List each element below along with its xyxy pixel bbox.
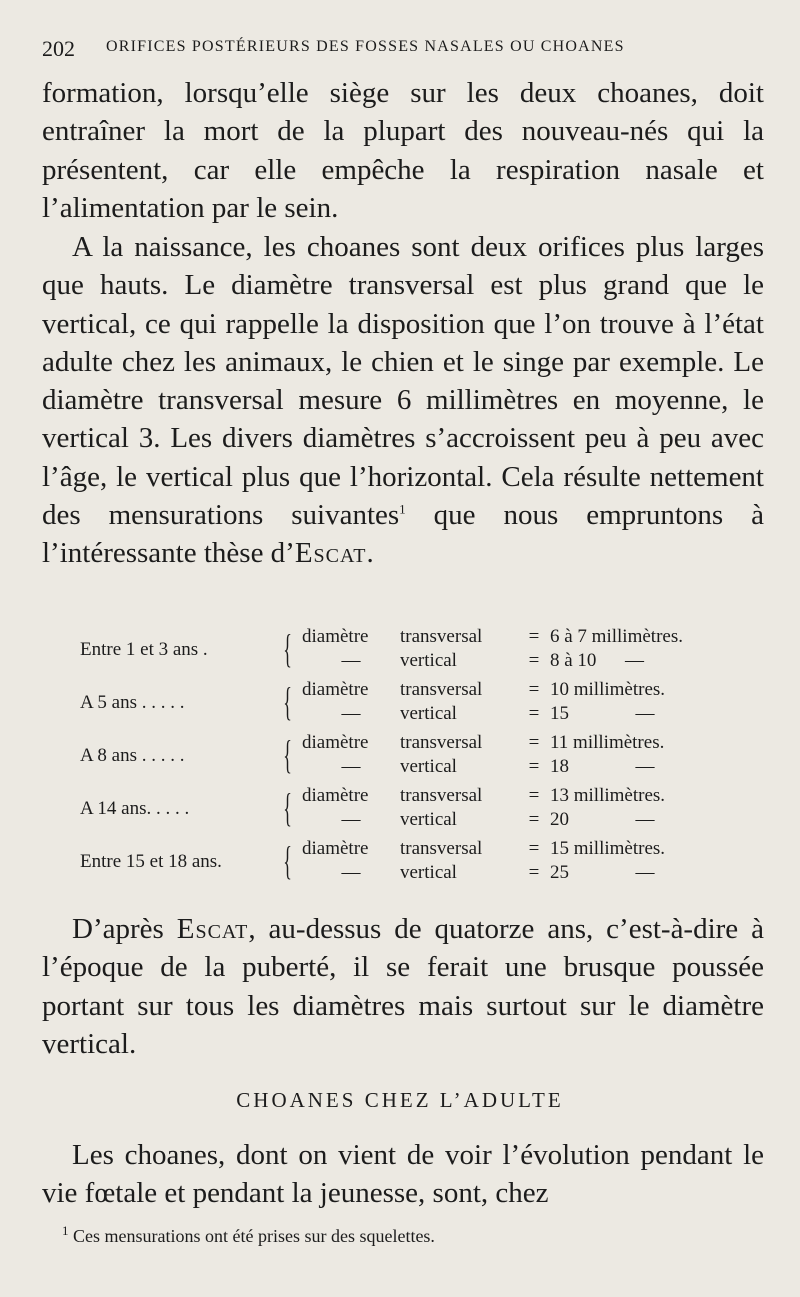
paragraph-1-text: formation, lorsqu’elle siège sur les deux choanes, doit entraîner la mort de la plupart des nouveau-nés qui la présentent, car elle empêche la respiration nasale et l’alimentation par le sein. bbox=[42, 77, 764, 224]
paragraph-2-text bbox=[42, 228, 764, 573]
paragraph-3-text: D’après Escat, au-dessus de quatorze ans, c’est-à-dire à l’époque de la puberté, il se ferait une brusque poussée portant sur tous les diamètres mais surtout sur le diamètre vertical. bbox=[42, 913, 764, 1060]
table-row bbox=[80, 732, 760, 785]
paragraph-4-text: Les choanes, dont on vient de voir l’évolution pendant le vie fœtale et pendant la jeunesse, sont, chez bbox=[42, 1139, 764, 1210]
age-label: A 8 ans . . . . . bbox=[80, 745, 185, 766]
brace: { bbox=[283, 785, 292, 830]
vertical-line: — vertical = 25 — bbox=[341, 862, 655, 883]
paragraph-4 bbox=[42, 1136, 764, 1213]
footnote-text: Ces mensurations ont été prises sur des squelettes. bbox=[73, 1226, 435, 1246]
footnote bbox=[62, 1223, 762, 1247]
table-row bbox=[80, 679, 760, 732]
page-header bbox=[42, 34, 762, 62]
paragraph-3 bbox=[42, 910, 764, 1063]
vertical-value: 20 bbox=[550, 809, 569, 830]
age-label: Entre 15 et 18 ans. bbox=[80, 851, 222, 872]
section-heading: CHOANES CHEZ L’ADULTE bbox=[236, 1088, 564, 1112]
paragraph-2-part-b: que nous empruntons à l’intéressante thèse d’ bbox=[42, 499, 764, 570]
table-row bbox=[80, 626, 760, 679]
transversal-value: 13 millimètres. bbox=[550, 785, 666, 806]
age-label: Entre 1 et 3 ans . bbox=[80, 639, 208, 660]
footnote-ref: 1 bbox=[399, 501, 406, 517]
vertical-value: 18 bbox=[550, 756, 569, 777]
table-row bbox=[80, 838, 760, 891]
vertical-value: 15 bbox=[550, 703, 569, 724]
vertical-value: 8 à 10 bbox=[550, 650, 597, 671]
age-label: A 5 ans . . . . . bbox=[80, 692, 185, 713]
vertical-line: — vertical = 20 — bbox=[341, 809, 655, 830]
vertical-line: — vertical = 15 — bbox=[341, 703, 655, 724]
transversal-value: 10 millimètres. bbox=[550, 679, 666, 700]
paragraph-1 bbox=[42, 74, 764, 227]
brace: { bbox=[283, 732, 292, 777]
brace: { bbox=[283, 626, 292, 671]
transversal-line: diamètre transversal = 10 millimètres. bbox=[302, 679, 666, 700]
transversal-value: 11 millimètres. bbox=[550, 732, 665, 753]
transversal-line: diamètre transversal = 13 millimètres. bbox=[302, 785, 666, 806]
running-title: ORIFICES POSTÉRIEURS DES FOSSES NASALES OU CHOANES bbox=[106, 38, 625, 55]
vertical-value: 25 bbox=[550, 862, 569, 883]
page-number: 202 bbox=[42, 36, 75, 61]
transversal-line: diamètre transversal = 15 millimètres. bbox=[302, 838, 666, 859]
measurements-table bbox=[80, 626, 760, 891]
vertical-line: — vertical = 18 — bbox=[341, 756, 655, 777]
author-escat: Escat bbox=[176, 913, 249, 945]
paragraph-2-end: . bbox=[366, 537, 374, 570]
paragraph-2 bbox=[42, 228, 764, 573]
transversal-value: 6 à 7 millimètres. bbox=[550, 626, 683, 647]
transversal-line: diamètre transversal = 11 millimètres. bbox=[302, 732, 665, 753]
brace: { bbox=[283, 838, 292, 883]
footnote-marker: 1 bbox=[62, 1223, 69, 1238]
vertical-line: — vertical = 8 à 10 — bbox=[341, 650, 644, 671]
age-label: A 14 ans. . . . . bbox=[80, 798, 190, 819]
transversal-line: diamètre transversal = 6 à 7 millimètres. bbox=[302, 626, 683, 647]
brace: { bbox=[283, 679, 292, 724]
transversal-value: 15 millimètres. bbox=[550, 838, 666, 859]
table-row bbox=[80, 785, 760, 838]
author-escat: Escat bbox=[294, 537, 367, 570]
paragraph-2-part-a: A la naissance, les choanes sont deux orifices plus larges que hauts. Le diamètre transversal est plus grand que le vertical, ce qui rappelle la disposition que l’on trouve à l’état adulte chez les animaux, le chien et le singe par exemple. Le diamètre transversal mesure 6 millimètres en moyenne, le vertical 3. Les divers diamètres s’accroissent peu à peu avec l’âge, le vertical plus que l’horizontal. Cela résulte nettement des mensurations suivantes bbox=[42, 231, 764, 532]
